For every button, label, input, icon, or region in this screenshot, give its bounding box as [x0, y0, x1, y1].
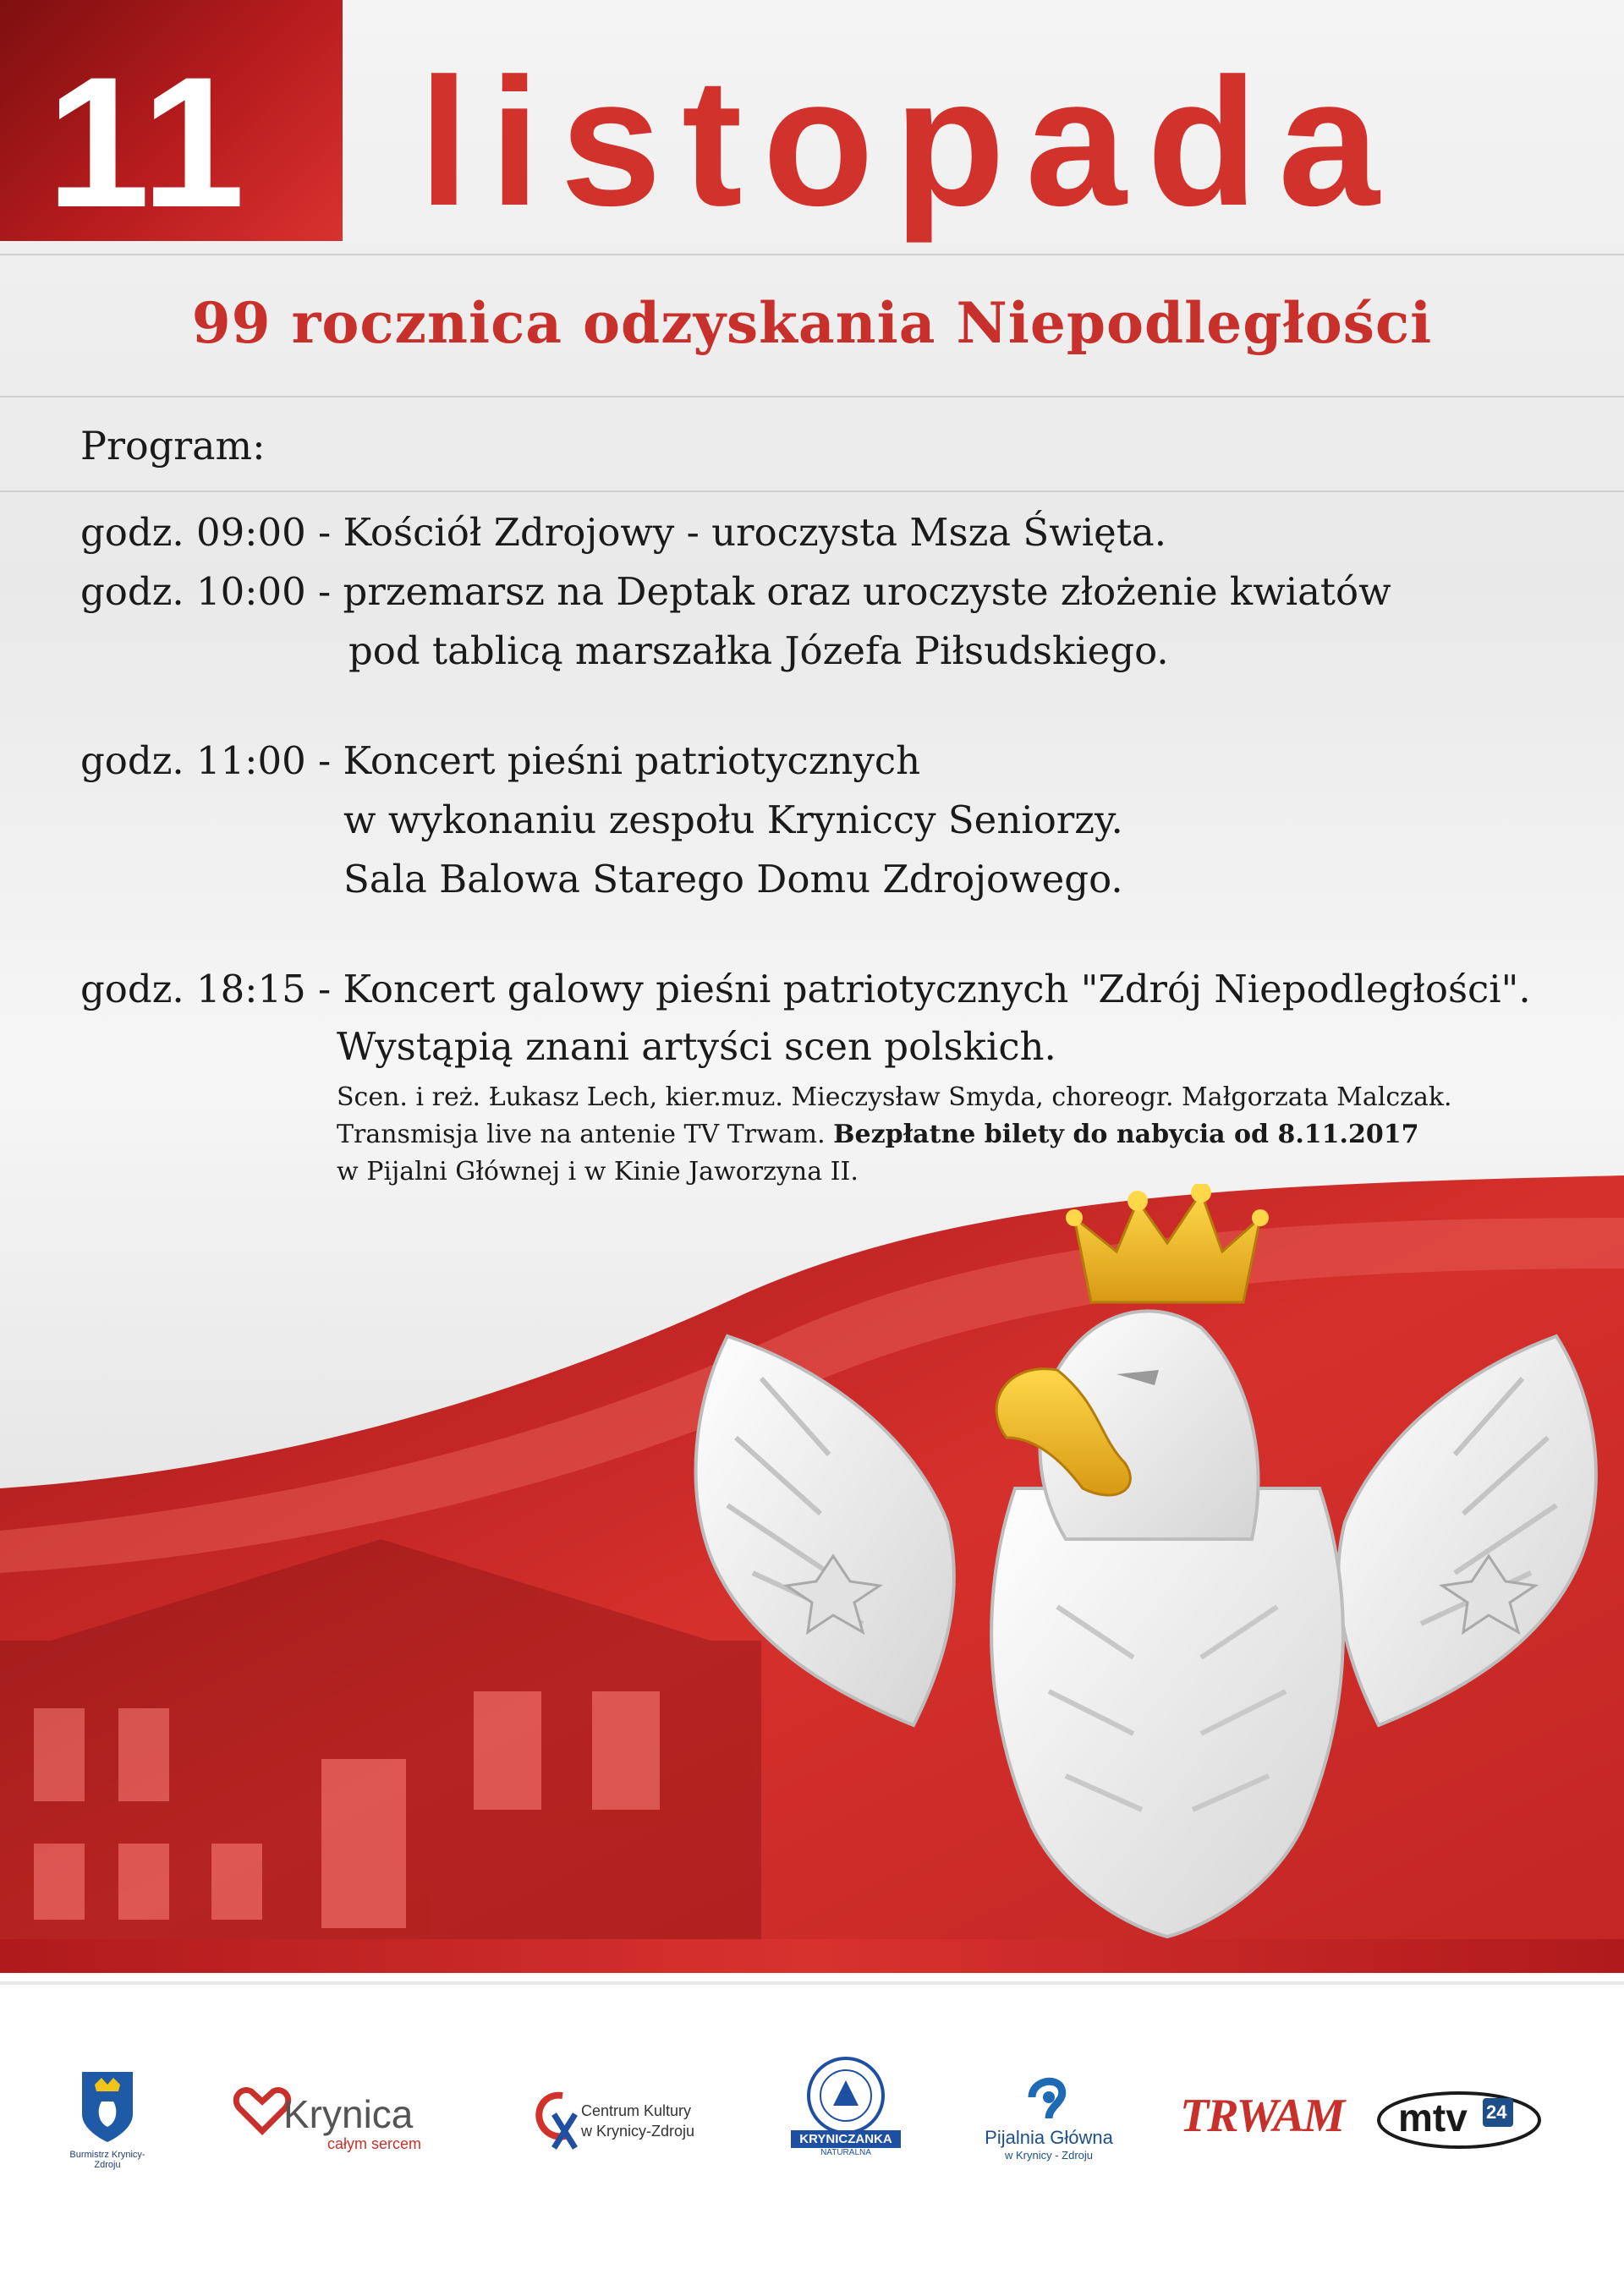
date-day: 11 — [47, 38, 247, 246]
pijalnia-icon — [1023, 2072, 1074, 2123]
logo-trwam — [1180, 2089, 1344, 2156]
program-divider — [0, 490, 1624, 492]
footer-divider — [0, 1981, 1624, 1985]
red-bottom-band — [0, 1939, 1624, 1973]
burmistrz-label: Burmistrz Krynicy-Zdroju — [69, 2150, 145, 2170]
coat-of-arms-icon — [78, 2068, 137, 2144]
program-item-1100: godz. 11:00 - Koncert pieśni patriotycznych — [80, 738, 921, 783]
subtitle-divider — [0, 396, 1624, 397]
program-item-1000-cont: pod tablicą marszałka Józefa Piłsudskiego. — [348, 628, 1169, 673]
tickets-location-note: w Pijalni Głównej i w Kinie Jaworzyna II. — [337, 1157, 859, 1186]
ck-icon — [529, 2089, 579, 2152]
trwam-label: TRWAM — [1180, 2090, 1344, 2142]
program-item-1100-cont2: Sala Balowa Starego Domu Zdrojowego. — [343, 857, 1123, 901]
ck-line1: Centrum Kultury — [581, 2102, 692, 2119]
program-item-1815-cont: Wystąpią znani artyści scen polskich. — [337, 1024, 1056, 1069]
broadcast-note-text: Transmisja live na antenie TV Trwam. — [337, 1120, 834, 1149]
mtv-label: mtv — [1398, 2096, 1468, 2140]
white-eagle-emblem — [660, 1184, 1624, 1945]
program-item-1000: godz. 10:00 - przemarsz na Deptak oraz uroczyste złożenie kwiatów — [80, 569, 1391, 614]
krynica-name: Krynica — [283, 2092, 414, 2136]
pijalnia-line2: w Krynicy - Zdroju — [1004, 2149, 1094, 2162]
logo-burmistrz — [61, 2068, 154, 2170]
kryniczanka-sub: NATURALNA — [820, 2148, 871, 2157]
program-item-1100-cont1: w wykonaniu zespołu Kryniccy Seniorzy. — [343, 797, 1123, 842]
krynica-tagline: całym sercem — [327, 2135, 422, 2152]
header-divider — [0, 254, 1624, 255]
logo-pijalnia — [973, 2072, 1125, 2165]
free-tickets-note: Bezpłatne bilety do nabycia od 8.11.2017 — [833, 1120, 1419, 1149]
anniversary-subtitle: 99 rocznica odzyskania Niepodległości — [191, 290, 1433, 356]
mtv-number: 24 — [1486, 2101, 1507, 2123]
kryniczanka-label: KRYNICZANKA — [791, 2130, 901, 2148]
broadcast-note — [337, 1118, 1418, 1152]
pijalnia-line1: Pijalnia Główna — [985, 2127, 1113, 2148]
logo-mtv24 — [1374, 2085, 1556, 2152]
logo-krynica — [233, 2085, 453, 2152]
program-item-0900: godz. 09:00 - Kościół Zdrojowy - uroczysta Msza Święta. — [80, 510, 1166, 555]
logo-kryniczanka — [791, 2055, 901, 2165]
kryniczanka-seal-icon — [791, 2055, 901, 2136]
credits-note: Scen. i reż. Łukasz Lech, kier.muz. Mieczysław Smyda, choreogr. Małgorzata Malczak. — [337, 1082, 1452, 1112]
ck-line2: w Krynicy-Zdroju — [581, 2123, 695, 2140]
program-item-1815: godz. 18:15 - Koncert galowy pieśni patriotycznych "Zdrój Niepodległości". — [80, 967, 1531, 1011]
program-label: Program: — [80, 423, 266, 469]
date-month: listopada — [419, 40, 1400, 244]
logo-centrum-kultury — [529, 2089, 723, 2156]
